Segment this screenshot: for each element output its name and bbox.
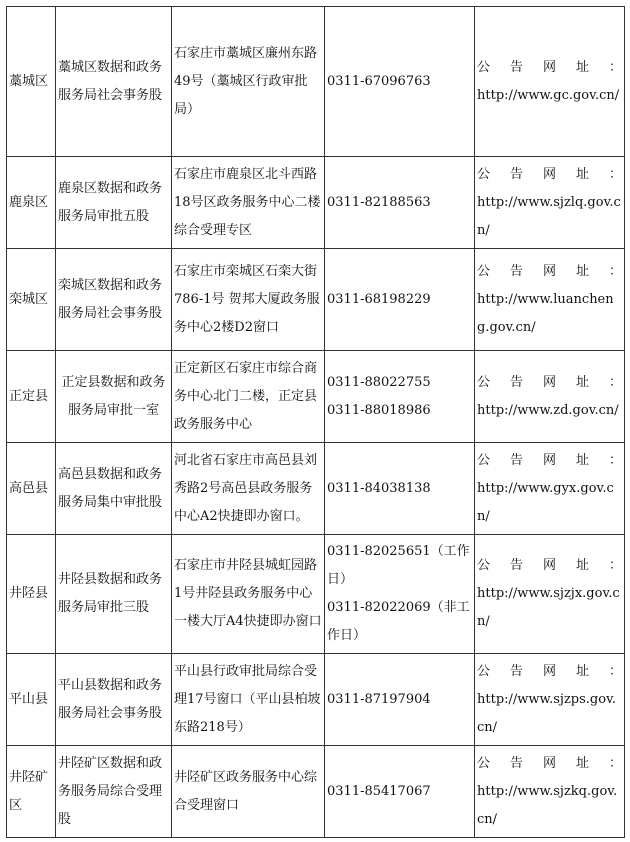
notice-label-char: 公 (477, 374, 491, 390)
notice-url-link[interactable]: http://www.zd.gov.cn/ (477, 402, 619, 418)
department-cell: 栾城区数据和政务服务局社会事务股 (56, 249, 172, 351)
notice-label-char: ： (608, 452, 622, 468)
phone-cell (325, 351, 475, 443)
phone-number: 0311-82025651（工作日） (327, 544, 470, 587)
table-row (7, 746, 625, 838)
phone-cell (325, 443, 475, 535)
notice-label-char: 公 (477, 452, 491, 468)
notice-label (477, 750, 622, 778)
notice-label (477, 369, 622, 397)
notice-url-link[interactable]: http://www.gc.gov.cn/ (477, 87, 620, 103)
phone-number: 0311-68198229 (327, 291, 431, 307)
notice-label-char: 址 (575, 59, 589, 75)
area-cell: 井陉县 (7, 535, 56, 654)
department-cell: 正定县数据和政务服务局审批一室 (56, 351, 172, 443)
notice-label-char: ： (608, 558, 622, 573)
phone-cell (325, 535, 475, 654)
notice-label-char: 址 (575, 166, 589, 182)
table-row (7, 351, 625, 443)
address-cell: 井陉矿区政务服务中心综合受理窗口 (172, 746, 325, 838)
table-row (7, 157, 625, 249)
phone-number: 0311-85417067 (327, 783, 431, 799)
notice-label (477, 161, 622, 189)
notice-label-char: 告 (509, 663, 523, 679)
address-cell: 石家庄市藁城区廉州东路49号（藁城区行政审批局） (172, 7, 325, 157)
notice-label-char: 网 (542, 755, 556, 771)
office-rows (7, 7, 625, 838)
notice-label (477, 258, 622, 286)
notice-label-char: 告 (509, 166, 523, 182)
notice-url-link[interactable]: http://www.gyx.gov.cn/ (477, 480, 614, 524)
notice-label-char: 网 (542, 374, 556, 390)
notice-label-char: 告 (509, 374, 523, 390)
notice-cell (475, 7, 625, 157)
department-cell: 井陉县数据和政务服务局审批三股 (56, 535, 172, 654)
notice-cell (475, 535, 625, 654)
notice-label-char: 公 (477, 558, 491, 573)
phone-number: 0311-67096763 (327, 73, 431, 89)
department-cell: 藁城区数据和政务服务局社会事务股 (56, 7, 172, 157)
notice-label-char: 网 (542, 663, 556, 679)
phone-number: 0311-88022755 (327, 374, 431, 390)
notice-url-link[interactable]: http://www.luancheng.gov.cn/ (477, 291, 614, 335)
area-cell: 鹿泉区 (7, 157, 56, 249)
notice-label-char: 网 (542, 59, 556, 75)
phone-cell (325, 249, 475, 351)
notice-label-char: 址 (575, 558, 589, 573)
address-cell: 石家庄市栾城区石栾大街786-1号 贺邦大厦政务服务中心2楼D2窗口 (172, 249, 325, 351)
phone-number: 0311-87197904 (327, 691, 431, 707)
notice-label-char: 址 (575, 263, 589, 279)
notice-label (477, 54, 622, 82)
phone-cell (325, 654, 475, 746)
area-cell: 平山县 (7, 654, 56, 746)
notice-url-link[interactable]: http://www.sjzlq.gov.cn/ (477, 194, 621, 238)
area-cell: 高邑县 (7, 443, 56, 535)
phone-cell (325, 157, 475, 249)
notice-label-char: ： (608, 374, 622, 390)
notice-label (477, 552, 622, 580)
table-row (7, 535, 625, 654)
phone-number: 0311-84038138 (327, 480, 431, 496)
phone-cell (325, 746, 475, 838)
notice-label-char: 告 (509, 558, 523, 573)
notice-label-char: 网 (542, 166, 556, 182)
table-row (7, 654, 625, 746)
department-cell: 鹿泉区数据和政务服务局审批五股 (56, 157, 172, 249)
notice-cell (475, 249, 625, 351)
department-cell: 井陉矿区数据和政务服务局综合受理股 (56, 746, 172, 838)
table-row (7, 7, 625, 157)
notice-label-char: ： (608, 59, 622, 75)
notice-cell (475, 157, 625, 249)
notice-label-char: 告 (509, 59, 523, 75)
address-cell: 石家庄市井陉县城虹园路1号井陉县政务服务中心一楼大厅A4快捷即办窗口 (172, 535, 325, 654)
notice-label-char: ： (608, 263, 622, 279)
table-row (7, 249, 625, 351)
notice-label-char: 网 (542, 558, 556, 573)
notice-label-char: 址 (575, 452, 589, 468)
area-cell: 井陉矿区 (7, 746, 56, 838)
notice-label (477, 447, 622, 475)
notice-url-link[interactable]: http://www.sjzkq.gov.cn/ (477, 783, 618, 827)
area-cell: 正定县 (7, 351, 56, 443)
notice-label-char: ： (608, 755, 622, 771)
area-cell: 栾城区 (7, 249, 56, 351)
notice-label-char: 公 (477, 166, 491, 182)
address-cell: 平山县行政审批局综合受理17号窗口（平山县柏坡东路218号） (172, 654, 325, 746)
notice-label-char: ： (608, 663, 622, 679)
address-cell: 河北省石家庄市高邑县刘秀路2号高邑县政务服务中心A2快捷即办窗口。 (172, 443, 325, 535)
notice-label-char: 址 (575, 663, 589, 679)
department-cell: 平山县数据和政务服务局社会事务股 (56, 654, 172, 746)
phone-number: 0311-88018986 (327, 402, 431, 418)
phone-number: 0311-82022069（非工作日） (327, 600, 470, 643)
notice-label-char: 告 (509, 263, 523, 279)
phone-cell (325, 7, 475, 157)
notice-label-char: 公 (477, 663, 491, 679)
notice-cell (475, 351, 625, 443)
notice-label-char: 公 (477, 59, 491, 75)
address-cell: 正定新区石家庄市综合商务中心北门二楼，正定县政务服务中心 (172, 351, 325, 443)
notice-label-char: 公 (477, 755, 491, 771)
address-cell: 石家庄市鹿泉区北斗西路18号区政务服务中心二楼综合受理专区 (172, 157, 325, 249)
notice-label-char: 址 (575, 755, 589, 771)
notice-cell (475, 654, 625, 746)
notice-label-char: 网 (542, 263, 556, 279)
table-row (7, 443, 625, 535)
area-cell: 藁城区 (7, 7, 56, 157)
notice-label-char: 公 (477, 263, 491, 279)
notice-label-char: 址 (575, 374, 589, 390)
notice-label (477, 658, 622, 686)
phone-number: 0311-82188563 (327, 194, 431, 210)
notice-cell (475, 746, 625, 838)
notice-url-link[interactable]: http://www.sjzps.gov.cn/ (477, 691, 617, 735)
notice-label-char: 告 (509, 755, 523, 771)
notice-label-char: 告 (509, 452, 523, 468)
notice-cell (475, 443, 625, 535)
department-cell: 高邑县数据和政务服务局集中审批股 (56, 443, 172, 535)
notice-url-link[interactable]: http://www.sjzjx.gov.cn/ (477, 586, 620, 629)
office-directory-table (6, 6, 625, 838)
notice-label-char: ： (608, 166, 622, 182)
notice-label-char: 网 (542, 452, 556, 468)
